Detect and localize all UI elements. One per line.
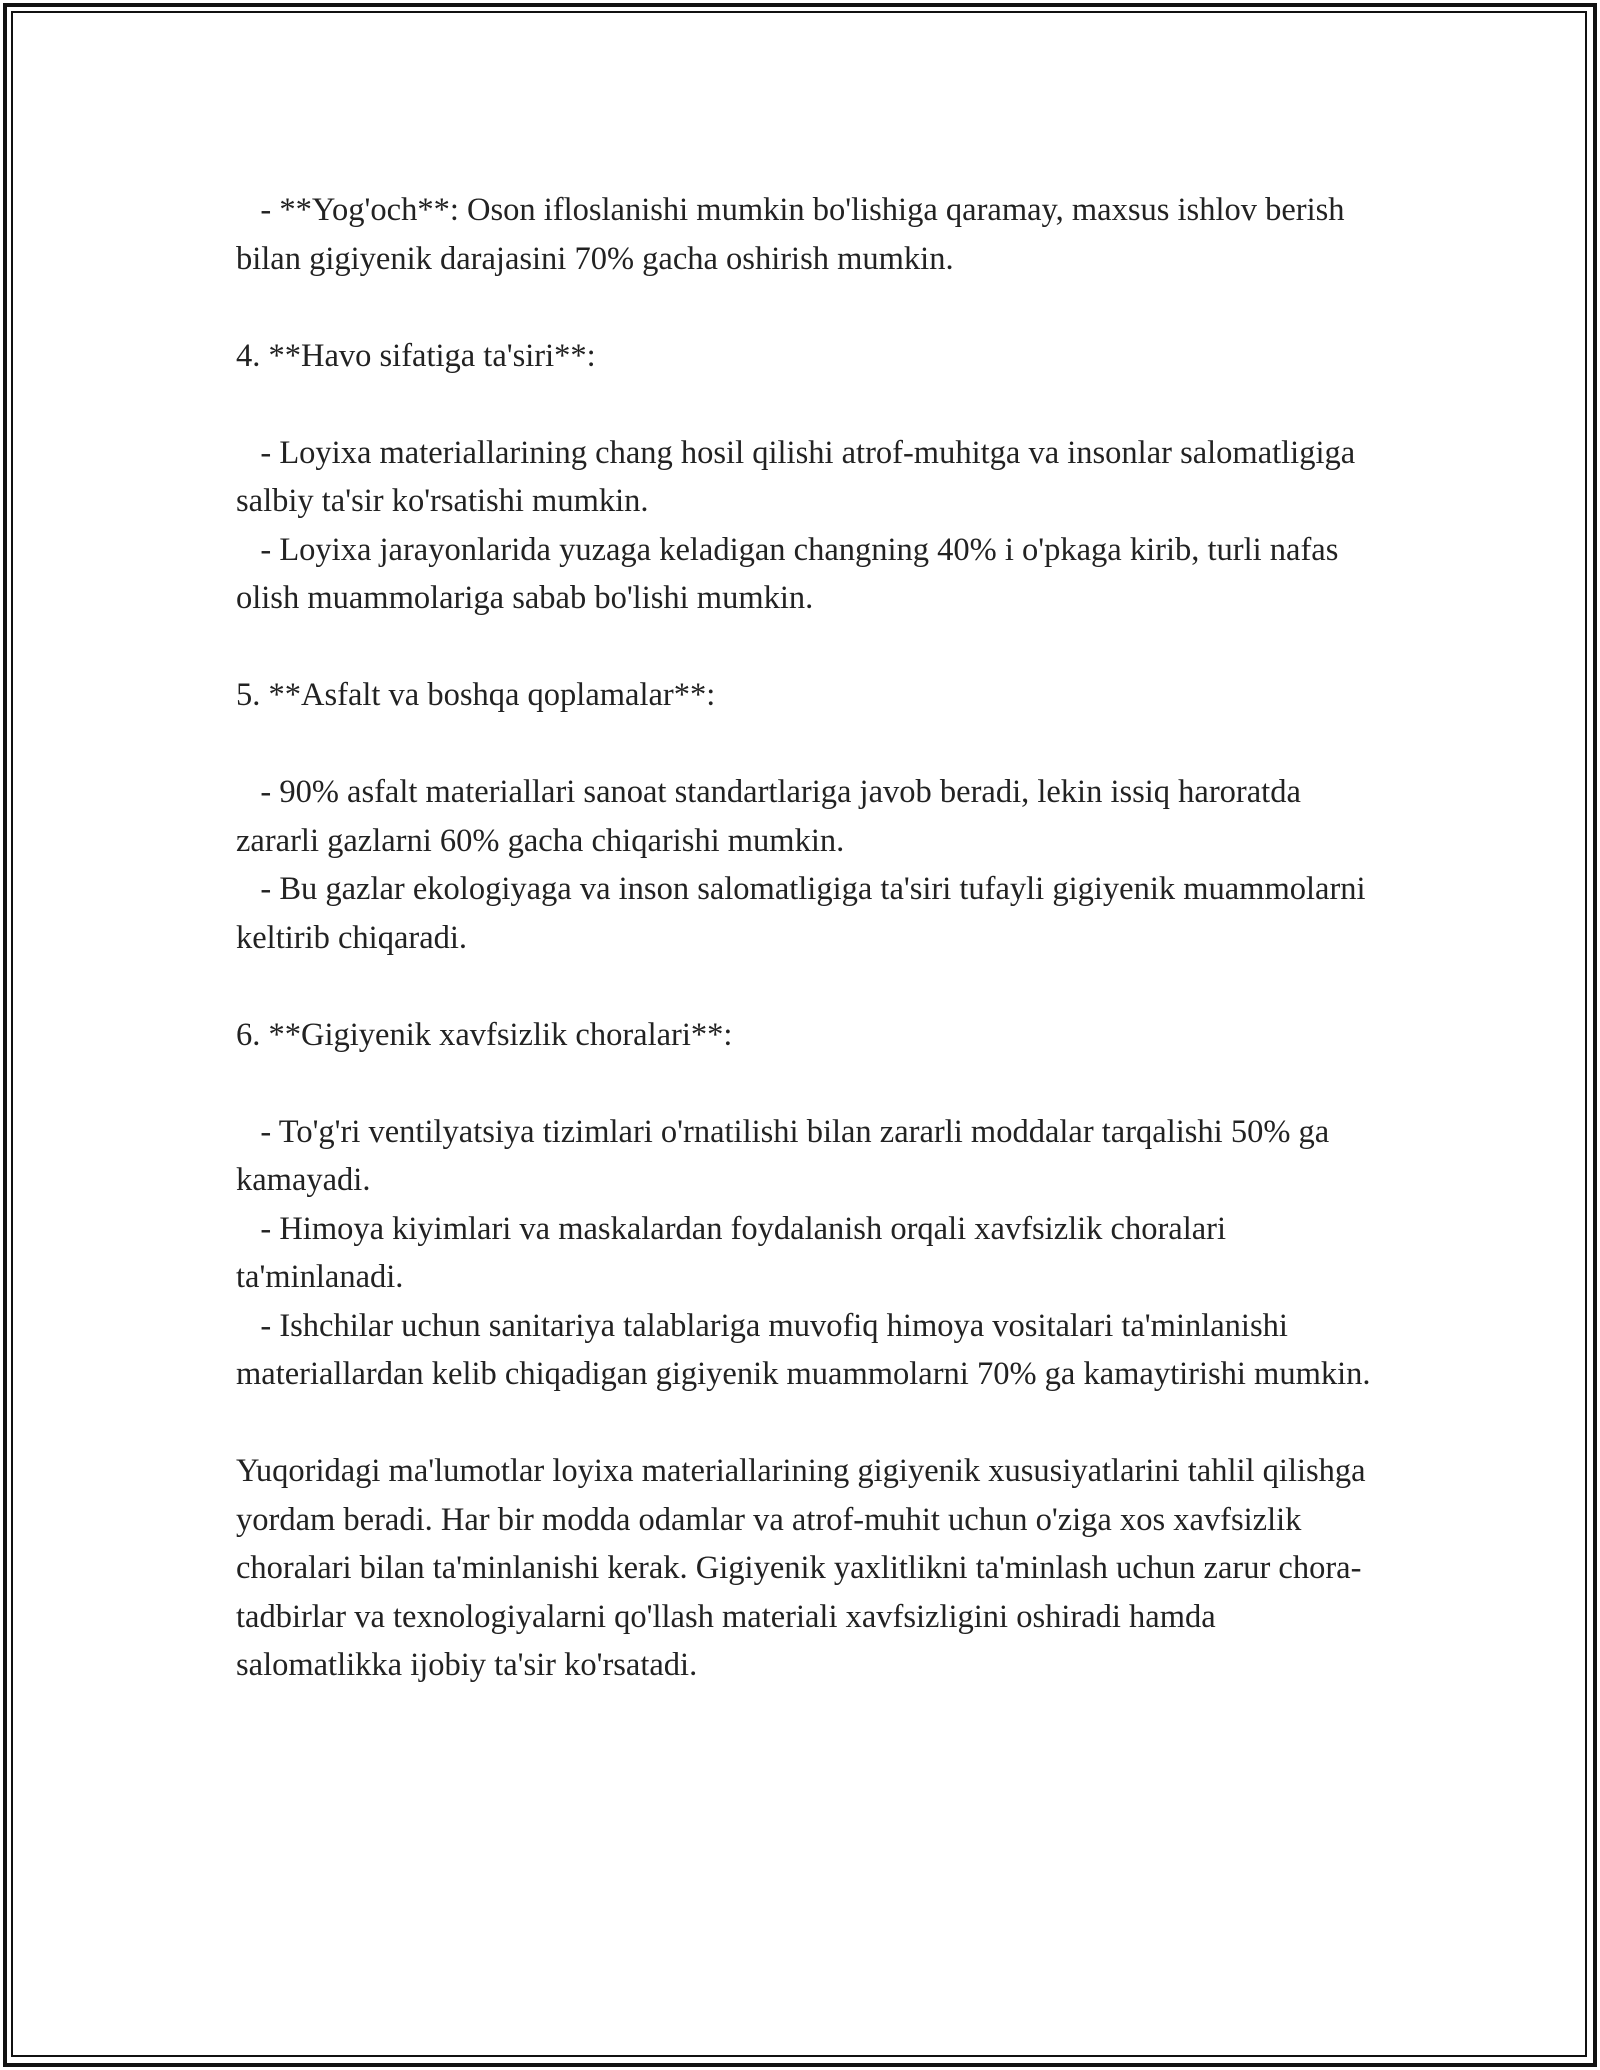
paragraph: 5. **Asfalt va boshqa qoplamalar**: xyxy=(236,677,716,713)
paragraph: - **Yog'och**: Oson ifloslanishi mumkin bo'lishiga qaramay, maxsus ishlov berish bilan gigiyenik darajasini 70% gacha oshirish mumkin. xyxy=(236,192,1353,277)
paragraph: - Ishchilar uchun sanitariya talablariga muvofiq himoya vositalari ta'minlanishi materiallardan kelib chiqadigan gigiyenik muammolarni 70% ga kamaytirishi mumkin. xyxy=(236,1307,1371,1392)
document-body xyxy=(236,186,1386,1690)
paragraph: - Himoya kiyimlari va maskalardan foydalanish orqali xavfsizlik choralari ta'minlanadi. xyxy=(236,1210,1235,1295)
paragraph: 4. **Havo sifatiga ta'siri**: xyxy=(236,337,596,374)
paragraph: - 90% asfalt materiallari sanoat standartlariga javob beradi, lekin issiq haroratda zararli gazlarni 60% gacha chiqarishi mumkin. xyxy=(236,774,1310,859)
paragraph: 6. **Gigiyenik xavfsizlik choralari**: xyxy=(236,1016,733,1053)
paragraph-spacer xyxy=(236,380,1386,429)
paragraph-spacer xyxy=(236,283,1386,332)
paragraph-spacer xyxy=(236,1059,1386,1108)
paragraph: - Bu gazlar ekologiyaga va inson salomatligiga ta'siri tufayli gigiyenik muammolarni keltirib chiqaradi. xyxy=(236,871,1374,956)
paragraph: - Loyixa materiallarining chang hosil qilishi atrof-muhitga va insonlar salomatligiga salbiy ta'sir ko'rsatishi mumkin. xyxy=(236,434,1364,519)
paragraph: - Loyixa jarayonlarida yuzaga keladigan changning 40% i o'pkaga kirib, turli nafas olish muammolariga sabab bo'lishi mumkin. xyxy=(236,531,1347,616)
paragraph-spacer xyxy=(236,623,1386,672)
paragraph: - To'g'ri ventilyatsiya tizimlari o'rnatilishi bilan zararli moddalar tarqalishi 50% ga kamayadi. xyxy=(236,1113,1338,1198)
paragraph-spacer xyxy=(236,1399,1386,1448)
paragraph: Yuqoridagi ma'lumotlar loyixa materiallarining gigiyenik xususiyatlarini tahlil qilishga yordam beradi. Har bir modda odamlar va atrof-muhit uchun o'ziga xos xavfsizlik choralari bilan ta'minlanishi kerak. Gigiyenik yaxlitlikni ta'minlash uchun zarur chora-tadbirlar va texnologiyalarni qo'llash materiali xavfsizligini oshiradi hamda salomatlikka ijobiy ta'sir ko'rsatadi. xyxy=(236,1453,1374,1683)
paragraph-spacer xyxy=(236,720,1386,769)
paragraph-spacer xyxy=(236,962,1386,1011)
